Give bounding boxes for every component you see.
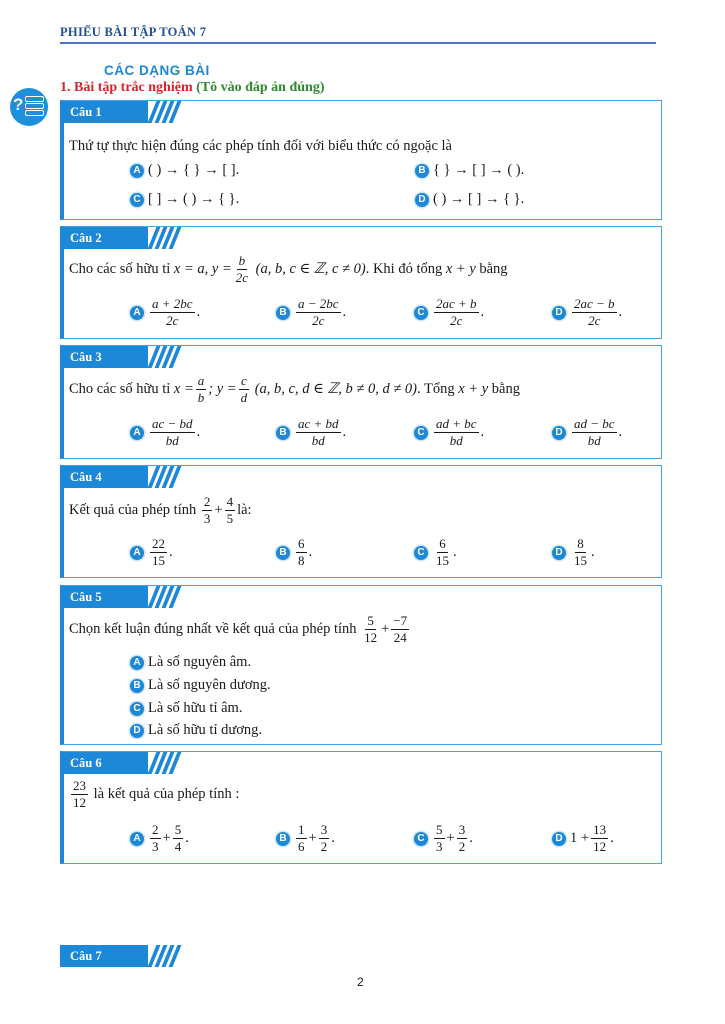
question-4-tag: Câu 4 bbox=[60, 466, 178, 488]
q5-option-c[interactable]: C Là số hữu tỉ âm. bbox=[130, 700, 242, 717]
quiz-icon: ? bbox=[10, 88, 48, 126]
question-3-tag: Câu 3 bbox=[60, 346, 178, 368]
q5-option-a[interactable]: A Là số nguyên âm. bbox=[130, 654, 251, 671]
q3-option-a[interactable]: A $\frac{ac - bd}{bd}$ . bbox=[130, 417, 200, 448]
q4-option-a[interactable]: A $\frac{22}{15}$ . bbox=[130, 537, 173, 568]
q5-option-d[interactable]: D Là số hữu tỉ dương. bbox=[130, 722, 262, 739]
q1-option-a[interactable]: A ( ) → { } → [ ]. bbox=[130, 162, 239, 179]
question-5-tag: Câu 5 bbox=[60, 586, 178, 608]
q6-option-c[interactable]: C $\frac{5}{3}$ + $\frac{3}{2}$ . bbox=[414, 823, 473, 854]
question-1-label: Câu 1 bbox=[60, 101, 148, 123]
page-header-title: PHIẾU BÀI TẬP TOÁN 7 bbox=[60, 25, 207, 39]
question-4-text: Kết quả của phép tính $\frac{2}{3}$ + $\frac{4}{5}$ là: bbox=[69, 494, 252, 526]
q6-option-b[interactable]: B $\frac{1}{6}$ + $\frac{3}{2}$ . bbox=[276, 823, 335, 854]
question-2-text: Cho các số hữu tỉ x = a, y = $\frac{b}{2c}$ (a, b, c ∈ ℤ, c ≠ 0) . Khi đó tổng x + y bằng bbox=[69, 253, 508, 285]
question-7-tag: Câu 7 bbox=[60, 945, 178, 967]
section-subtitle bbox=[60, 80, 325, 96]
q5-option-b[interactable]: B Là số nguyên dương. bbox=[130, 677, 271, 694]
q4-option-b[interactable]: B $\frac{6}{8}$ . bbox=[276, 537, 312, 568]
subtitle-note: (Tô vào đáp án đúng) bbox=[196, 80, 325, 95]
q3-option-c[interactable]: C $\frac{ad + bc}{bd}$ . bbox=[414, 417, 484, 448]
question-1-text: Thứ tự thực hiện đúng các phép tính đối với biểu thức có ngoặc là bbox=[69, 138, 452, 154]
question-3-text: Cho các số hữu tỉ x = $\frac{a}{b}$ ; y = $\frac{c}{d}$ (a, b, c, d ∈ ℤ, b ≠ 0, d ≠ 0) . Tổng x + y bằng bbox=[69, 373, 520, 405]
section-title: CÁC DẠNG BÀI bbox=[104, 63, 210, 78]
question-6-text: $\frac{23}{12}$ là kết quả của phép tính : bbox=[73, 778, 240, 810]
q2-option-c[interactable]: C $\frac{2ac + b}{2c}$ . bbox=[414, 297, 484, 328]
q3-option-d[interactable]: D $\frac{ad - bc}{bd}$ . bbox=[552, 417, 622, 448]
question-6-tag: Câu 6 bbox=[60, 752, 178, 774]
q4-option-d[interactable]: D $\frac{8}{15}$ . bbox=[552, 537, 595, 568]
q1-option-d[interactable]: D ( ) → [ ] → { }. bbox=[415, 191, 524, 208]
header-divider bbox=[60, 42, 656, 44]
subtitle-main: 1. Bài tập trắc nghiệm bbox=[60, 80, 193, 95]
q2-option-d[interactable]: D $\frac{2ac - b}{2c}$ . bbox=[552, 297, 622, 328]
question-5-text: Chọn kết luận đúng nhất về kết quả của phép tính $\frac{5}{12}$ + $\frac{-7}{24}$ bbox=[69, 613, 408, 645]
q1-option-b[interactable]: B { } → [ ] → ( ). bbox=[415, 162, 524, 179]
q1-option-c[interactable]: C [ ] → ( ) → { }. bbox=[130, 191, 239, 208]
q2-option-b[interactable]: B $\frac{a - 2bc}{2c}$ . bbox=[276, 297, 346, 328]
q2-option-a[interactable]: A $\frac{a + 2bc}{2c}$ . bbox=[130, 297, 200, 328]
q4-option-c[interactable]: C $\frac{6}{15}$ . bbox=[414, 537, 457, 568]
q3-option-b[interactable]: B $\frac{ac + bd}{bd}$ . bbox=[276, 417, 346, 448]
page-number: 2 bbox=[357, 975, 364, 989]
q6-option-d[interactable]: D 1 + $\frac{13}{12}$ . bbox=[552, 823, 614, 854]
question-1-tag bbox=[60, 101, 178, 123]
q6-option-a[interactable]: A $\frac{2}{3}$ + $\frac{5}{4}$ . bbox=[130, 823, 189, 854]
question-2-tag: Câu 2 bbox=[60, 227, 178, 249]
